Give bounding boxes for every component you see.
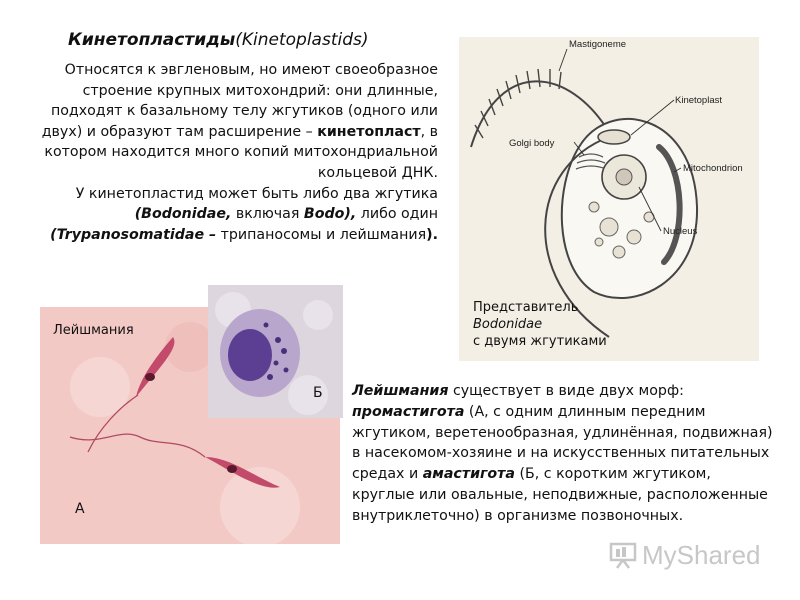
intro-p2-mid2: либо один bbox=[356, 206, 438, 223]
presentation-board-icon bbox=[608, 540, 638, 570]
label-a: А bbox=[75, 501, 85, 517]
term-bodo: Bodo), bbox=[303, 206, 357, 223]
morph-description bbox=[352, 381, 777, 527]
photo-amastigote bbox=[208, 285, 343, 418]
caption-line-1: Представитель bbox=[473, 300, 579, 315]
label-mitochondrion: Mitochondrion bbox=[683, 163, 743, 174]
label-mastigoneme: Mastigoneme bbox=[569, 39, 627, 50]
caption-line-3: с двумя жгутиками bbox=[473, 334, 607, 349]
intro-text bbox=[26, 60, 438, 245]
diagram-caption bbox=[473, 299, 607, 350]
intro-paragraph-1 bbox=[26, 60, 438, 184]
term-leishmania: Лейшмания bbox=[352, 383, 449, 399]
label-nucleus: Nucleus bbox=[663, 226, 698, 237]
kinetoplast bbox=[598, 130, 630, 144]
promastigote-1 bbox=[136, 337, 174, 397]
label-b: Б bbox=[313, 385, 323, 401]
term-bodonidae: (Bodonidae, bbox=[134, 206, 232, 223]
term-trypanosomatidae: (Trypanosomatidae – bbox=[50, 226, 217, 243]
term-kinetoplast: кинетопласт bbox=[317, 123, 421, 140]
morph-text-3: (Б, с коротким жгутиком, круглые или овальные, неподвижные, расположенные внутриклеточно) в организме позвоночных. bbox=[352, 466, 768, 524]
morph-text-1: существует в виде двух морф: bbox=[448, 383, 684, 399]
bodonid-diagram bbox=[459, 37, 759, 361]
mastigonemes bbox=[475, 69, 561, 138]
host-nucleus bbox=[228, 329, 272, 381]
title-main: Кинетопластиды bbox=[68, 30, 236, 50]
intro-p2-close: ). bbox=[426, 226, 438, 243]
caption-line-2: Bodonidae bbox=[473, 317, 543, 332]
label-kinetoplast: Kinetoplast bbox=[675, 95, 723, 106]
term-promastigote: промастигота bbox=[352, 403, 465, 420]
myshared-logo[interactable] bbox=[608, 538, 761, 572]
amastigote-micrograph bbox=[208, 285, 343, 418]
label-leishmania: Лейшмания bbox=[53, 323, 134, 338]
intro-p1-start: Относятся к эвгленовым, но имеют своеобразное строение крупных митохондрий: они длинные, подходят к базальному телу жгутиков (одного или двух) и образуют там расширение – bbox=[41, 62, 438, 140]
label-golgi: Golgi body bbox=[509, 138, 555, 149]
intro-p2-mid1: включая bbox=[231, 206, 304, 223]
title-latin: (Kinetoplastids) bbox=[235, 30, 369, 50]
term-amastigote: амастигота bbox=[422, 466, 515, 483]
intro-p1-end: , в котором находится много копий митохондриальной кольцевой ДНК. bbox=[44, 123, 438, 181]
intro-paragraph-2 bbox=[26, 184, 438, 246]
intro-p2-start: У кинетопластид может быть либо два жгутика bbox=[75, 185, 438, 202]
morph-text-2: (А, с одним длинным передним жгутиком, веретенообразная, удлинённая, подвижная) в насекомом-хозяине и на искусственных питательных средах и bbox=[352, 403, 773, 483]
nucleolus bbox=[616, 169, 632, 185]
page-title bbox=[68, 30, 369, 50]
intro-p2-end: трипаносомы и лейшмания bbox=[216, 226, 427, 243]
logo-text: MyShared bbox=[642, 539, 761, 570]
